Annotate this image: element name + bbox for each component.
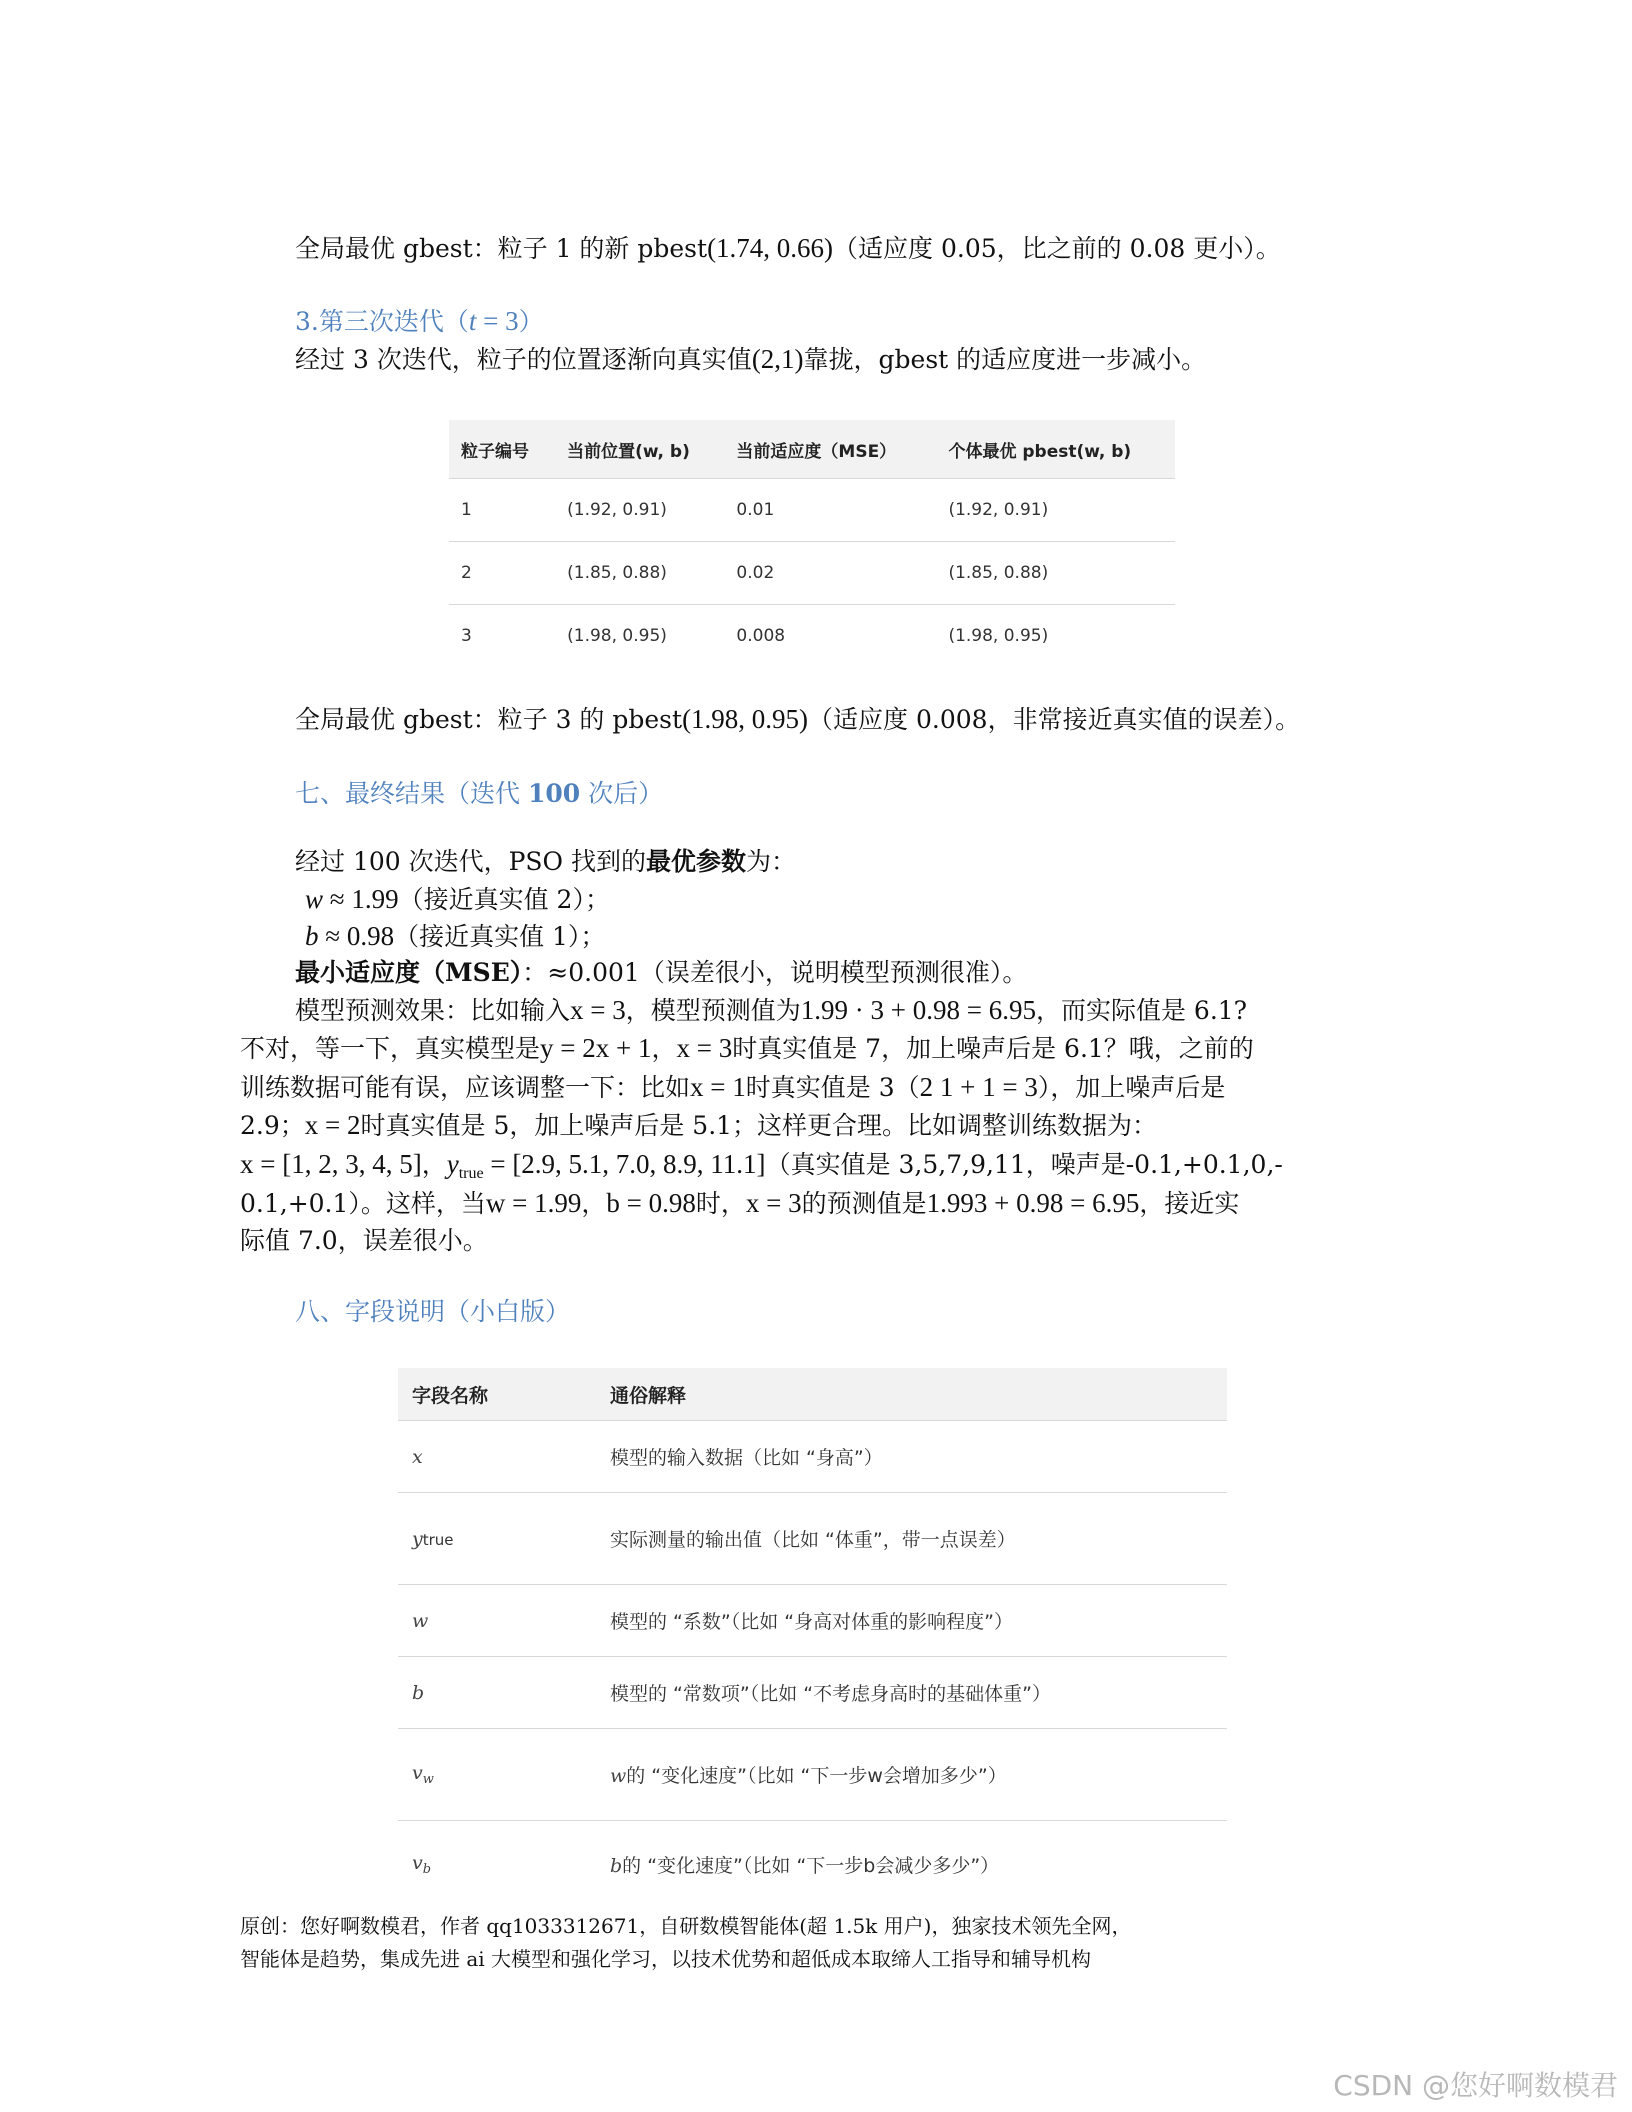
table-row xyxy=(398,1657,1227,1729)
field-cell: $v_w$ xyxy=(398,1729,596,1821)
predict-line-1: 模型预测效果：比如输入x = 3，模型预测值为1.99 · 3 + 0.98 = 6.95，而实际值是 6.1? xyxy=(295,995,1248,1025)
final-intro: 经过 100 次迭代，PSO 找到的最优参数为： xyxy=(295,847,797,876)
col-header: 字段名称 xyxy=(398,1368,596,1421)
predict-line-7: 际值 7.0，误差很小。 xyxy=(240,1226,488,1255)
table-cell: 0.008 xyxy=(724,605,936,668)
col-header: 粒子编号 xyxy=(449,420,555,479)
field-cell: x xyxy=(398,1421,596,1493)
final-w: w ≈ 1.99（接近真实值 2）； xyxy=(305,884,610,914)
iteration3-heading: 3.第三次迭代（t = 3） xyxy=(295,306,544,336)
table-row xyxy=(398,1493,1227,1585)
table-row xyxy=(398,1585,1227,1657)
table-cell: 3 xyxy=(449,605,555,668)
table-row xyxy=(449,479,1175,542)
predict-line-6: 0.1,+0.1）。这样，当w = 1.99，b = 0.98时，x = 3的预测值是1.993 + 0.98 = 6.95，接近实 xyxy=(240,1188,1240,1218)
field-cell: ytrue xyxy=(398,1493,596,1585)
final-mse: 最小适应度（MSE）：≈0.001（误差很小，说明模型预测很准）。 xyxy=(295,958,1028,987)
field-table xyxy=(398,1368,1227,1909)
table-cell: (1.85, 0.88) xyxy=(936,542,1175,605)
predict-line-2: 不对，等一下，真实模型是y = 2x + 1，x = 3时真实值是 7，加上噪声后是 6.1？哦，之前的 xyxy=(240,1033,1254,1063)
table-cell: (1.92, 0.91) xyxy=(936,479,1175,542)
final-b: b ≈ 0.98（接近真实值 1）； xyxy=(305,921,606,951)
desc-cell: w的 “变化速度”（比如 “下一步w会增加多少”） xyxy=(596,1729,1227,1821)
desc-cell: 模型的输入数据（比如 “身高”） xyxy=(596,1421,1227,1493)
footer-line-2: 智能体是趋势，集成先进 ai 大模型和强化学习，以技术优势和超低成本取缔人工指导和辅导机构 xyxy=(240,1947,1092,1971)
table-row xyxy=(449,605,1175,668)
table-row xyxy=(449,542,1175,605)
table-cell: 2 xyxy=(449,542,555,605)
predict-line-3: 训练数据可能有误，应该调整一下：比如x = 1时真实值是 3（2 1 + 1 = 3），加上噪声后是 xyxy=(240,1072,1226,1102)
desc-cell: b的 “变化速度”（比如 “下一步b会减少多少”） xyxy=(596,1821,1227,1909)
table-cell: (1.98, 0.95) xyxy=(555,605,724,668)
table-cell: (1.98, 0.95) xyxy=(936,605,1175,668)
table-cell: 0.01 xyxy=(724,479,936,542)
iteration3-paragraph: 经过 3 次迭代，粒子的位置逐渐向真实值(2,1)靠拢，gbest 的适应度进一步减小。 xyxy=(295,344,1207,374)
table-cell: (1.92, 0.91) xyxy=(555,479,724,542)
desc-cell: 模型的 “系数”（比如 “身高对体重的影响程度”） xyxy=(596,1585,1227,1657)
particle-table xyxy=(449,420,1175,667)
section8-heading: 八、字段说明（小白版） xyxy=(295,1297,571,1326)
field-cell: b xyxy=(398,1657,596,1729)
predict-line-4: 2.9；x = 2时真实值是 5，加上噪声后是 5.1；这样更合理。比如调整训练数据为： xyxy=(240,1110,1158,1140)
table-row xyxy=(398,1821,1227,1909)
table-cell: 0.02 xyxy=(724,542,936,605)
col-header: 个体最优 pbest(w, b) xyxy=(936,420,1175,479)
desc-cell: 模型的 “常数项”（比如 “不考虑身高时的基础体重”） xyxy=(596,1657,1227,1729)
col-header: 当前适应度（MSE） xyxy=(724,420,936,479)
csdn-watermark: CSDN @您好啊数模君 xyxy=(1333,2069,1618,2102)
desc-cell: 实际测量的输出值（比如 “体重”，带一点误差） xyxy=(596,1493,1227,1585)
col-header: 通俗解释 xyxy=(596,1368,1227,1421)
col-header: 当前位置(w, b) xyxy=(555,420,724,479)
field-cell: w xyxy=(398,1585,596,1657)
table-cell: 1 xyxy=(449,479,555,542)
table-row xyxy=(398,1729,1227,1821)
gbest-iter2-paragraph: 全局最优 gbest：粒子 1 的新 pbest(1.74, 0.66)（适应度 0.05，比之前的 0.08 更小）。 xyxy=(295,233,1281,263)
section7-heading: 七、最终结果（迭代 100 次后） xyxy=(295,779,664,808)
footer-line-1: 原创：您好啊数模君，作者 qq1033312671，自研数模智能体(超 1.5k 用户)，独家技术领先全网， xyxy=(240,1914,1132,1938)
field-cell: $v_b$ xyxy=(398,1821,596,1909)
gbest-iter3-paragraph: 全局最优 gbest：粒子 3 的 pbest(1.98, 0.95)（适应度 0.008，非常接近真实值的误差）。 xyxy=(295,704,1301,734)
predict-line-5: x = [1, 2, 3, 4, 5]，$y_{true} = [2.9$, 5.1, 7.0, 8.9, 11.1]（真实值是 3,5,7,9,11，噪声是-0.1,+0.1,0,- xyxy=(240,1149,1283,1182)
table-cell: (1.85, 0.88) xyxy=(555,542,724,605)
table-row xyxy=(398,1421,1227,1493)
